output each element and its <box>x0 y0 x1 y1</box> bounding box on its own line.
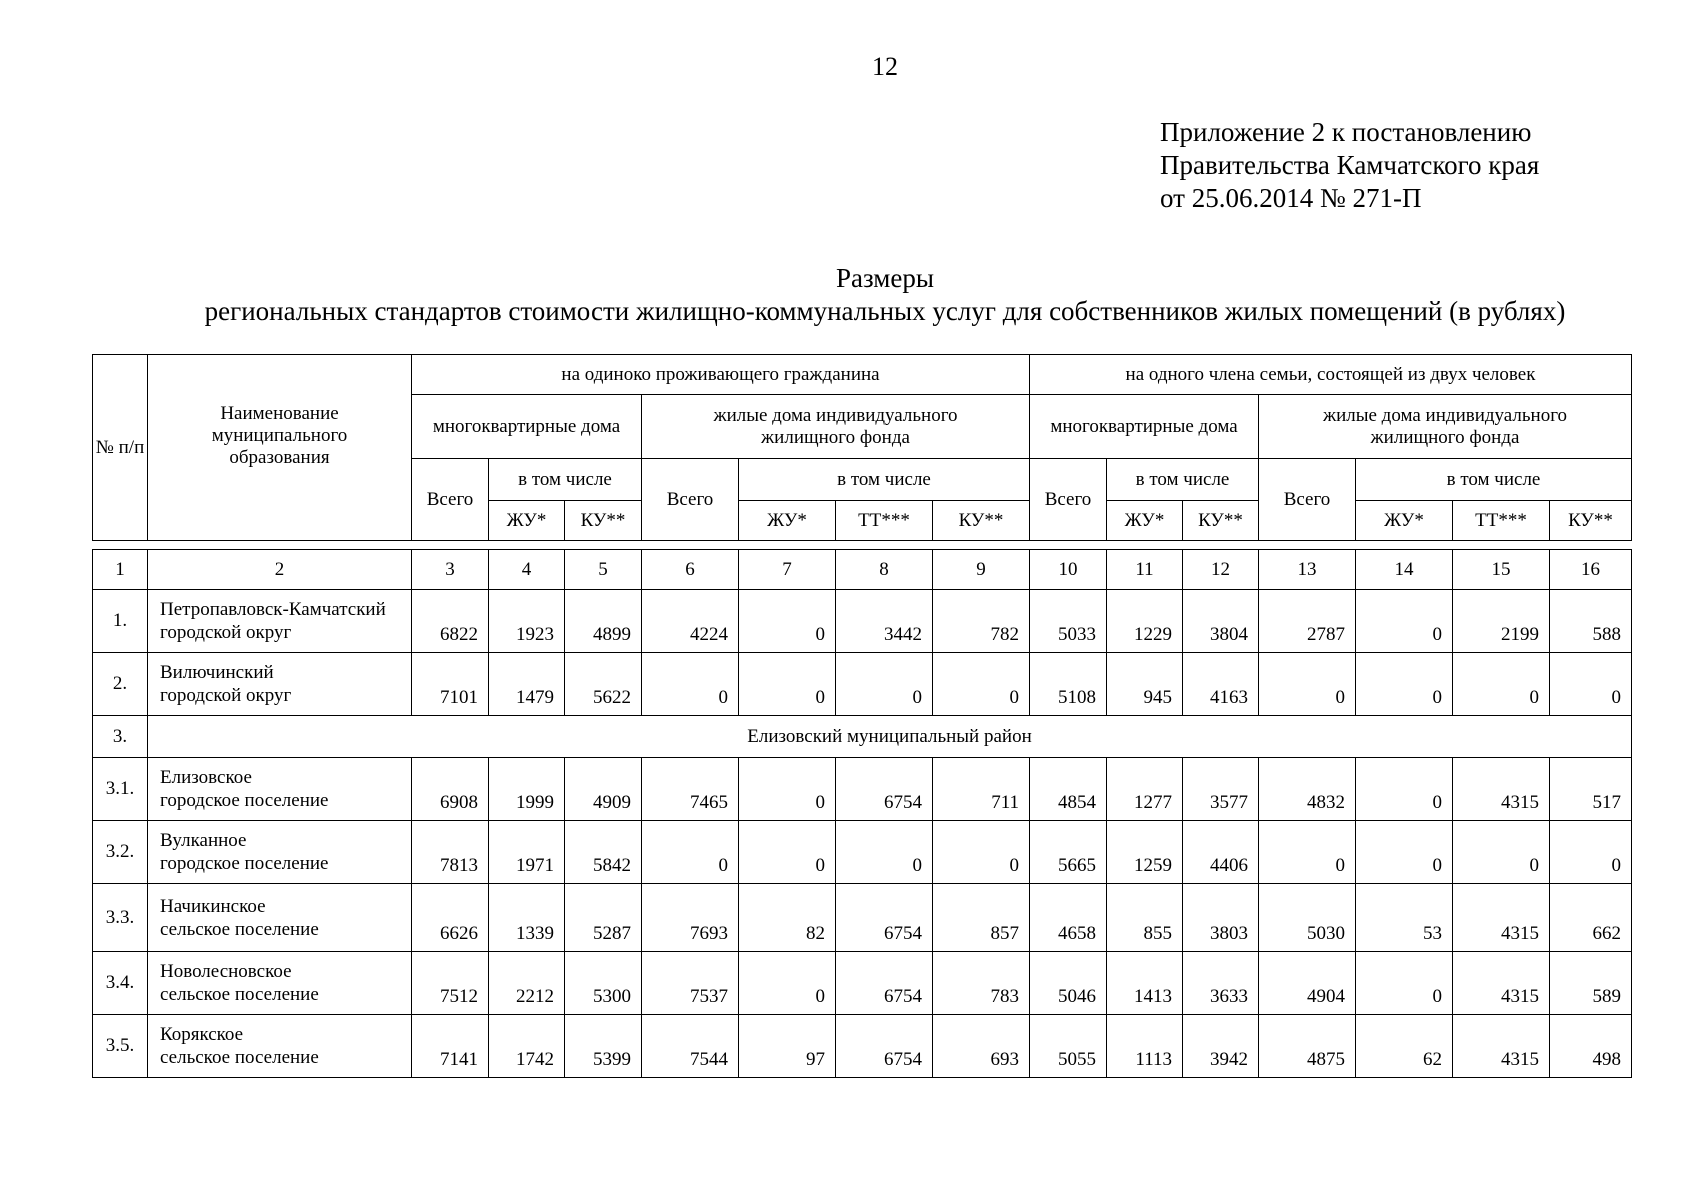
column-number: 15 <box>1453 550 1550 590</box>
header-num: № п/п <box>93 355 148 541</box>
row-index: 3.1. <box>93 758 148 821</box>
header-including: в том числе <box>489 459 642 501</box>
value-cell: 7101 <box>412 653 489 716</box>
header-ku: КУ** <box>1183 501 1259 541</box>
value-cell: 3804 <box>1183 590 1259 653</box>
header-apartment-family: многоквартирные дома <box>1030 395 1259 459</box>
value-cell: 662 <box>1550 884 1632 952</box>
value-cell: 1971 <box>489 821 565 884</box>
value-cell: 6754 <box>836 758 933 821</box>
value-cell: 5665 <box>1030 821 1107 884</box>
column-number: 11 <box>1107 550 1183 590</box>
header-zhu: ЖУ* <box>1107 501 1183 541</box>
header-tt: ТТ*** <box>836 501 933 541</box>
column-number-row <box>93 550 1632 590</box>
value-cell: 711 <box>933 758 1030 821</box>
value-cell: 3633 <box>1183 952 1259 1015</box>
value-cell: 7465 <box>642 758 739 821</box>
header-private-single: жилые дома индивидуального жилищного фонда <box>642 395 1030 459</box>
header-ku: КУ** <box>933 501 1030 541</box>
value-cell: 0 <box>739 821 836 884</box>
municipality-name-line: Петропавловск-Камчатский <box>160 599 386 620</box>
municipality-name-line: Вулканное <box>160 830 247 851</box>
municipality-name <box>148 952 412 1015</box>
value-cell: 589 <box>1550 952 1632 1015</box>
column-number: 9 <box>933 550 1030 590</box>
value-cell: 855 <box>1107 884 1183 952</box>
column-number: 12 <box>1183 550 1259 590</box>
column-number: 1 <box>93 550 148 590</box>
column-number: 3 <box>412 550 489 590</box>
value-cell: 82 <box>739 884 836 952</box>
municipality-name <box>148 884 412 952</box>
value-cell: 4315 <box>1453 884 1550 952</box>
value-cell: 5287 <box>565 884 642 952</box>
value-cell: 0 <box>739 590 836 653</box>
header-including: в том числе <box>1107 459 1259 501</box>
value-cell: 6626 <box>412 884 489 952</box>
value-cell: 783 <box>933 952 1030 1015</box>
header-tt: ТТ*** <box>1453 501 1550 541</box>
header-family: на одного члена семьи, состоящей из двух человек <box>1030 355 1632 395</box>
column-number: 6 <box>642 550 739 590</box>
municipality-type-line: сельское поселение <box>160 984 319 1005</box>
row-index: 3.3. <box>93 884 148 952</box>
section-title: Елизовский муниципальный район <box>148 716 1632 758</box>
value-cell: 0 <box>739 653 836 716</box>
value-cell: 0 <box>836 821 933 884</box>
column-number: 13 <box>1259 550 1356 590</box>
value-cell: 1413 <box>1107 952 1183 1015</box>
appendix-line: Приложение 2 к постановлению <box>1160 117 1532 147</box>
header-name: Наименование муниципального образования <box>148 355 412 541</box>
municipality-type-line: городское поселение <box>160 853 329 874</box>
header-private-family: жилые дома индивидуального жилищного фонда <box>1259 395 1632 459</box>
value-cell: 5033 <box>1030 590 1107 653</box>
value-cell: 6754 <box>836 952 933 1015</box>
municipality-name-line: Новолесновское <box>160 961 292 982</box>
value-cell: 0 <box>642 653 739 716</box>
table-body <box>93 550 1632 1078</box>
value-cell: 7544 <box>642 1015 739 1078</box>
header-including: в том числе <box>739 459 1030 501</box>
municipality-type-line: сельское поселение <box>160 918 319 940</box>
table-row <box>93 590 1632 653</box>
value-cell: 693 <box>933 1015 1030 1078</box>
header-ku: КУ** <box>1550 501 1632 541</box>
municipality-name <box>148 590 412 653</box>
municipality-name <box>148 758 412 821</box>
value-cell: 782 <box>933 590 1030 653</box>
value-cell: 0 <box>1356 821 1453 884</box>
value-cell: 4899 <box>565 590 642 653</box>
municipality-type-line: городское поселение <box>160 790 329 811</box>
data-table <box>92 549 1632 1078</box>
header-single: на одиноко проживающего гражданина <box>412 355 1030 395</box>
value-cell: 3942 <box>1183 1015 1259 1078</box>
header-total: Всего <box>642 459 739 541</box>
value-cell: 7537 <box>642 952 739 1015</box>
value-cell: 6754 <box>836 1015 933 1078</box>
value-cell: 4315 <box>1453 1015 1550 1078</box>
value-cell: 0 <box>1356 952 1453 1015</box>
table-row <box>93 1015 1632 1078</box>
municipality-name-line: Начикинское <box>160 895 266 917</box>
value-cell: 5030 <box>1259 884 1356 952</box>
document-subtitle: региональных стандартов стоимости жилищно-коммунальных услуг для собственников жилых помещений (в рублях) <box>204 296 1566 326</box>
header-apartment-single: многоквартирные дома <box>412 395 642 459</box>
value-cell: 0 <box>642 821 739 884</box>
value-cell: 0 <box>836 653 933 716</box>
value-cell: 0 <box>1259 821 1356 884</box>
value-cell: 4832 <box>1259 758 1356 821</box>
value-cell: 0 <box>1550 653 1632 716</box>
table-row <box>93 821 1632 884</box>
value-cell: 1999 <box>489 758 565 821</box>
row-index: 2. <box>93 653 148 716</box>
column-number: 8 <box>836 550 933 590</box>
municipality-name-line: Вилючинский <box>160 662 274 683</box>
value-cell: 5046 <box>1030 952 1107 1015</box>
document-title: Размеры <box>836 263 934 293</box>
value-cell: 2787 <box>1259 590 1356 653</box>
value-cell: 0 <box>1453 653 1550 716</box>
value-cell: 1113 <box>1107 1015 1183 1078</box>
value-cell: 0 <box>739 952 836 1015</box>
value-cell: 0 <box>1356 758 1453 821</box>
value-cell: 5622 <box>565 653 642 716</box>
value-cell: 4315 <box>1453 952 1550 1015</box>
value-cell: 5399 <box>565 1015 642 1078</box>
value-cell: 0 <box>739 758 836 821</box>
value-cell: 0 <box>933 653 1030 716</box>
value-cell: 498 <box>1550 1015 1632 1078</box>
value-cell: 945 <box>1107 653 1183 716</box>
value-cell: 0 <box>1259 653 1356 716</box>
header-total: Всего <box>1030 459 1107 541</box>
column-number: 16 <box>1550 550 1632 590</box>
value-cell: 2199 <box>1453 590 1550 653</box>
table-row <box>93 884 1632 952</box>
column-number: 7 <box>739 550 836 590</box>
row-index: 3.5. <box>93 1015 148 1078</box>
row-index: 1. <box>93 590 148 653</box>
value-cell: 4315 <box>1453 758 1550 821</box>
page-number: 12 <box>872 52 898 81</box>
header-including: в том числе <box>1356 459 1632 501</box>
value-cell: 7141 <box>412 1015 489 1078</box>
value-cell: 5842 <box>565 821 642 884</box>
value-cell: 4406 <box>1183 821 1259 884</box>
value-cell: 1923 <box>489 590 565 653</box>
municipality-type-line: городской округ <box>160 685 292 706</box>
value-cell: 3803 <box>1183 884 1259 952</box>
value-cell: 0 <box>1356 653 1453 716</box>
value-cell: 4875 <box>1259 1015 1356 1078</box>
section-row <box>93 716 1632 758</box>
table-row <box>93 952 1632 1015</box>
value-cell: 0 <box>1453 821 1550 884</box>
header-total: Всего <box>1259 459 1356 541</box>
column-number: 14 <box>1356 550 1453 590</box>
value-cell: 857 <box>933 884 1030 952</box>
column-number: 5 <box>565 550 642 590</box>
column-number: 10 <box>1030 550 1107 590</box>
header-zhu: ЖУ* <box>1356 501 1453 541</box>
value-cell: 0 <box>1550 821 1632 884</box>
municipality-name-line: Елизовское <box>160 767 252 788</box>
header-zhu: ЖУ* <box>739 501 836 541</box>
value-cell: 7813 <box>412 821 489 884</box>
row-index: 3.4. <box>93 952 148 1015</box>
value-cell: 5300 <box>565 952 642 1015</box>
value-cell: 6754 <box>836 884 933 952</box>
value-cell: 0 <box>933 821 1030 884</box>
value-cell: 1742 <box>489 1015 565 1078</box>
value-cell: 97 <box>739 1015 836 1078</box>
value-cell: 3577 <box>1183 758 1259 821</box>
header-ku: КУ** <box>565 501 642 541</box>
appendix-note <box>1160 116 1539 215</box>
row-index: 3. <box>93 716 148 758</box>
value-cell: 4904 <box>1259 952 1356 1015</box>
municipality-name <box>148 821 412 884</box>
value-cell: 7512 <box>412 952 489 1015</box>
value-cell: 6908 <box>412 758 489 821</box>
value-cell: 0 <box>1356 590 1453 653</box>
value-cell: 1479 <box>489 653 565 716</box>
value-cell: 1259 <box>1107 821 1183 884</box>
value-cell: 4854 <box>1030 758 1107 821</box>
value-cell: 5055 <box>1030 1015 1107 1078</box>
value-cell: 1339 <box>489 884 565 952</box>
header-total: Всего <box>412 459 489 541</box>
value-cell: 53 <box>1356 884 1453 952</box>
value-cell: 1277 <box>1107 758 1183 821</box>
value-cell: 4909 <box>565 758 642 821</box>
row-index: 3.2. <box>93 821 148 884</box>
table-header <box>92 354 1632 541</box>
value-cell: 1229 <box>1107 590 1183 653</box>
value-cell: 4163 <box>1183 653 1259 716</box>
value-cell: 517 <box>1550 758 1632 821</box>
municipality-name-line: Корякское <box>160 1024 244 1045</box>
municipality-name <box>148 653 412 716</box>
column-number: 2 <box>148 550 412 590</box>
column-number: 4 <box>489 550 565 590</box>
value-cell: 62 <box>1356 1015 1453 1078</box>
municipality-type-line: городской округ <box>160 622 292 643</box>
table-row <box>93 758 1632 821</box>
value-cell: 2212 <box>489 952 565 1015</box>
value-cell: 4224 <box>642 590 739 653</box>
value-cell: 6822 <box>412 590 489 653</box>
appendix-line: от 25.06.2014 № 271-П <box>1160 183 1422 213</box>
value-cell: 4658 <box>1030 884 1107 952</box>
value-cell: 3442 <box>836 590 933 653</box>
municipality-type-line: сельское поселение <box>160 1047 319 1068</box>
header-zhu: ЖУ* <box>489 501 565 541</box>
appendix-line: Правительства Камчатского края <box>1160 150 1540 180</box>
municipality-name <box>148 1015 412 1078</box>
table-row <box>93 653 1632 716</box>
value-cell: 588 <box>1550 590 1632 653</box>
value-cell: 5108 <box>1030 653 1107 716</box>
value-cell: 7693 <box>642 884 739 952</box>
